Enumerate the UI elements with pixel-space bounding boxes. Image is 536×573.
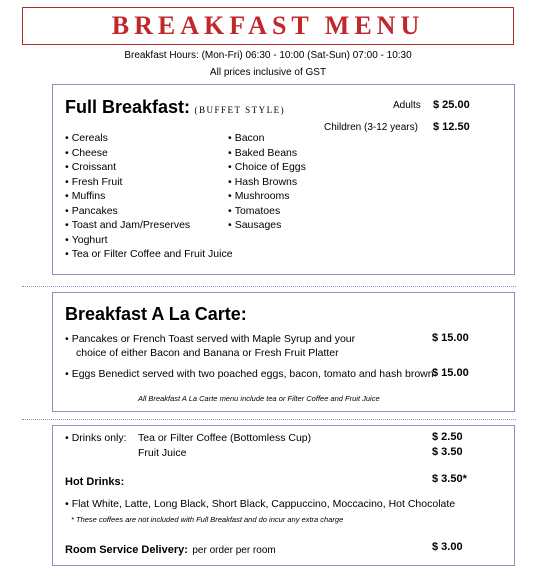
hot-drinks-list: • Flat White, Latte, Long Black, Short Black, Cappuccino, Moccacino, Hot Chocolate [65, 498, 455, 510]
drinks-item-1-price: $ 2.50 [432, 431, 463, 443]
full-breakfast-panel [52, 84, 515, 275]
list-item: • Toast and Jam/Preserves [65, 218, 233, 233]
list-item: • Baked Beans [228, 146, 306, 161]
drinks-panel [52, 425, 515, 566]
list-item: • Tea or Filter Coffee and Fruit Juice [65, 247, 233, 262]
divider [22, 419, 516, 420]
hot-drinks-price: $ 3.50* [432, 473, 467, 485]
list-item: • Croissant [65, 160, 233, 175]
list-item: • Pancakes [65, 204, 233, 219]
children-price: $ 12.50 [433, 121, 470, 133]
divider [22, 286, 516, 287]
gst-note: All prices inclusive of GST [209, 67, 327, 78]
full-breakfast-heading [65, 97, 285, 118]
list-item: • Yoghurt [65, 233, 233, 248]
buffet-style-label: (BUFFET STYLE) [194, 105, 286, 115]
children-label: Children (3-12 years) [324, 122, 418, 133]
adults-price: $ 25.00 [433, 99, 470, 111]
list-item: • Sausages [228, 218, 306, 233]
menu-title: BREAKFAST MENU [111, 11, 425, 40]
list-item: • Tomatoes [228, 204, 306, 219]
list-item: • Hash Browns [228, 175, 306, 190]
list-item: • Cheese [65, 146, 233, 161]
full-breakfast-title: Full Breakfast: [65, 97, 191, 117]
drinks-item-1: Tea or Filter Coffee (Bottomless Cup) [138, 432, 312, 444]
list-item: • Bacon [228, 131, 306, 146]
drinks-item-2-price: $ 3.50 [432, 446, 463, 458]
drinks-item-2: Fruit Juice [138, 447, 187, 459]
a-la-carte-item-1-price: $ 15.00 [432, 332, 469, 344]
room-service-price: $ 3.00 [432, 541, 463, 553]
a-la-carte-item-1-line-2: choice of either Bacon and Banana or Fresh Fruit Platter [76, 347, 339, 359]
a-la-carte-item-1-line-1: • Pancakes or French Toast served with Maple Syrup and your [65, 333, 355, 345]
a-la-carte-note: All Breakfast A La Carte menu include tea or Filter Coffee and Fruit Juice [138, 394, 380, 403]
list-item: • Muffins [65, 189, 233, 204]
room-service-sub: per order per room [192, 545, 276, 556]
a-la-carte-panel [52, 292, 515, 412]
breakfast-hours: Breakfast Hours: (Mon-Fri) 06:30 - 10:00 (Sat-Sun) 07:00 - 10:30 [124, 50, 412, 61]
room-service-row [65, 540, 276, 558]
a-la-carte-title: Breakfast A La Carte: [65, 304, 247, 324]
hot-drinks-title: Hot Drinks: [65, 476, 125, 488]
title-box [22, 7, 514, 45]
room-service-title: Room Service Delivery: [65, 544, 188, 556]
left-item-list [65, 131, 233, 262]
list-item: • Cereals [65, 131, 233, 146]
adults-label: Adults [393, 100, 421, 111]
right-item-list [228, 131, 306, 233]
a-la-carte-item-2: • Eggs Benedict served with two poached eggs, bacon, tomato and hash brown [65, 368, 434, 380]
list-item: • Fresh Fruit [65, 175, 233, 190]
a-la-carte-item-2-price: $ 15.00 [432, 367, 469, 379]
list-item: • Mushrooms [228, 189, 306, 204]
list-item: • Choice of Eggs [228, 160, 306, 175]
hot-drinks-note: * These coffees are not included with Full Breakfast and do incur any extra charge [71, 515, 344, 524]
drinks-only-label: • Drinks only: [65, 432, 127, 444]
